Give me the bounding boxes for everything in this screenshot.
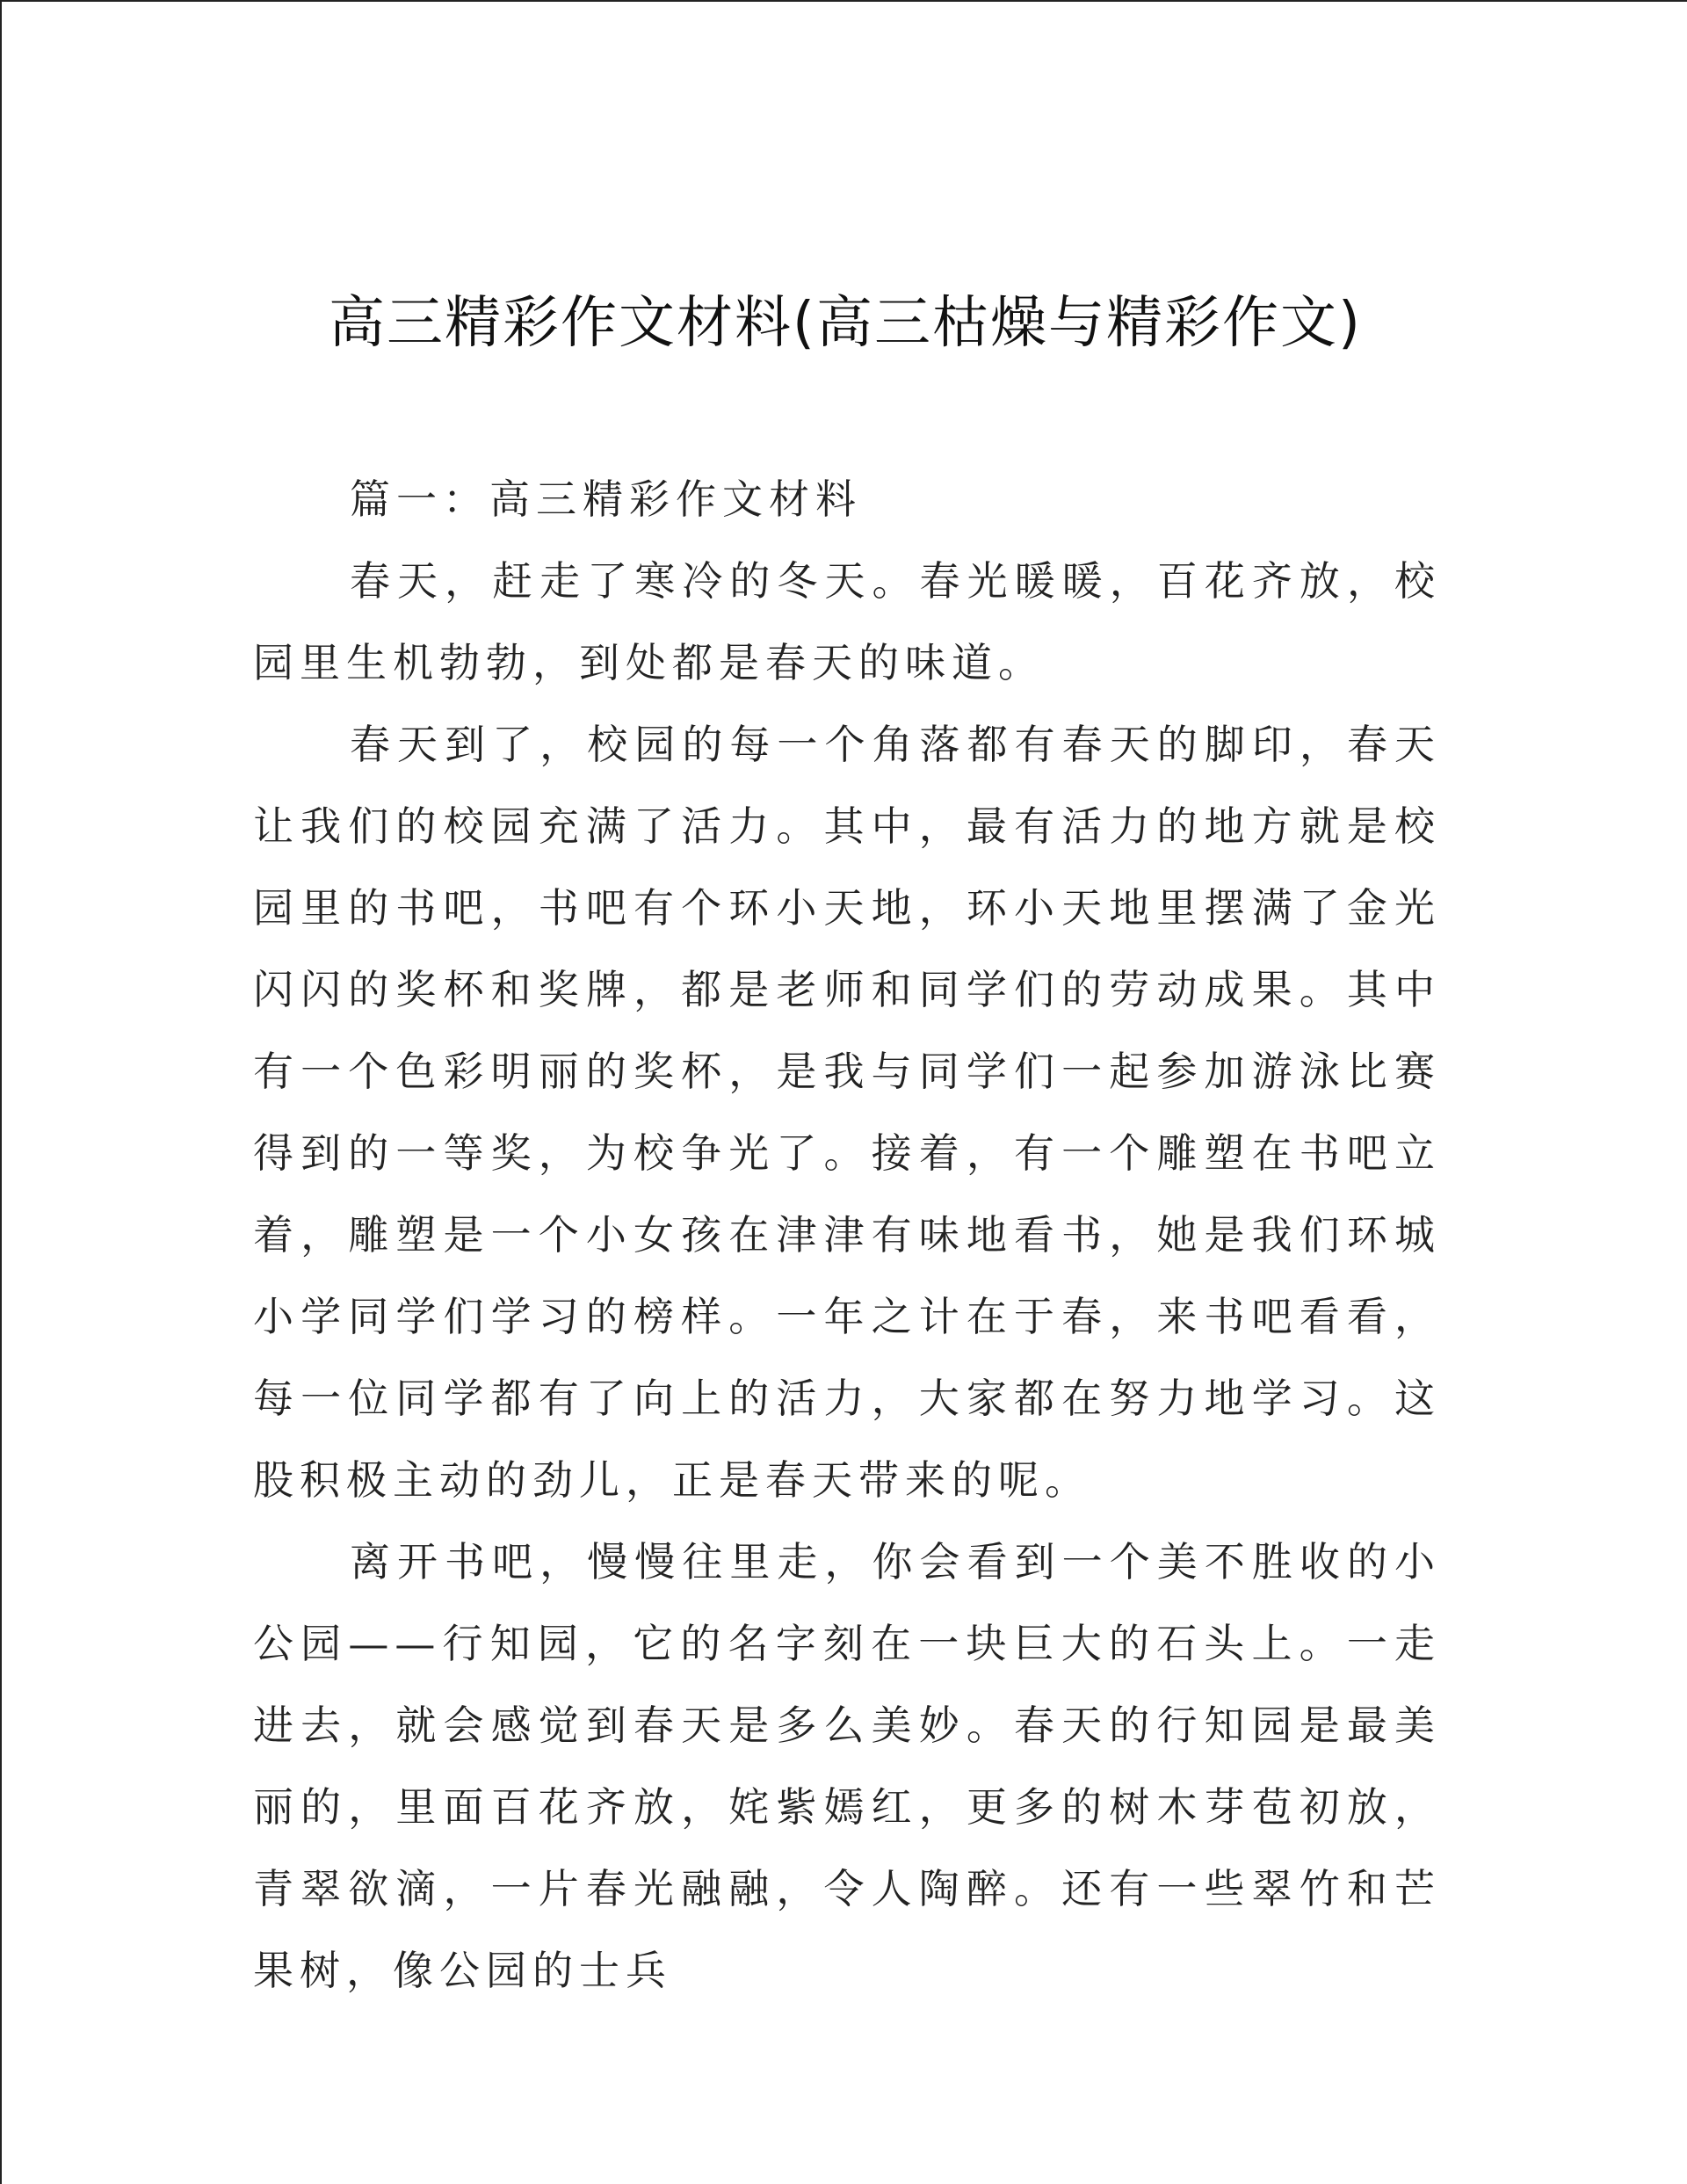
paragraph: 春天到了，校园的每一个角落都有春天的脚印，春天让我们的校园充满了活力。其中，最有活力的地方就是校园里的书吧，书吧有个环小天地，环小天地里摆满了金光闪闪的奖杯和奖牌，都是老师和同学们的劳动成果。其中有一个色彩明丽的奖杯，是我与同学们一起参加游泳比赛得到的一等奖，为校争光了。接着，有一个雕塑在书吧立着，雕塑是一个小女孩在津津有味地看书，她是我们环城小学同学们学习的榜样。一年之计在于春，来书吧看看，每一位同学都有了向上的活力，大家都在努力地学习。这股积极主动的劲儿，正是春天带来的呢。 [253, 721, 1441, 1504]
document-title: 高三精彩作文材料(高三枯燥与精彩作文) [329, 291, 1362, 356]
paragraph: 离开书吧，慢慢往里走，你会看到一个美不胜收的小公园——行知园，它的名字刻在一块巨大的石头上。一走进去，就会感觉到春天是多么美妙。春天的行知园是最美丽的，里面百花齐放，姹紫嫣红，更多的树木芽苞初放，青翠欲滴，一片春光融融，令人陶醉。还有一些翠竹和芒果树，像公园的士兵 [253, 1538, 1441, 1994]
document-body [253, 459, 1441, 2012]
section-heading: 篇一：高三精彩作文材料 [350, 475, 862, 523]
paragraph: 春天，赶走了寒冷的冬天。春光暖暖，百花齐放，校园里生机勃勃，到处都是春天的味道。 [253, 557, 1441, 686]
